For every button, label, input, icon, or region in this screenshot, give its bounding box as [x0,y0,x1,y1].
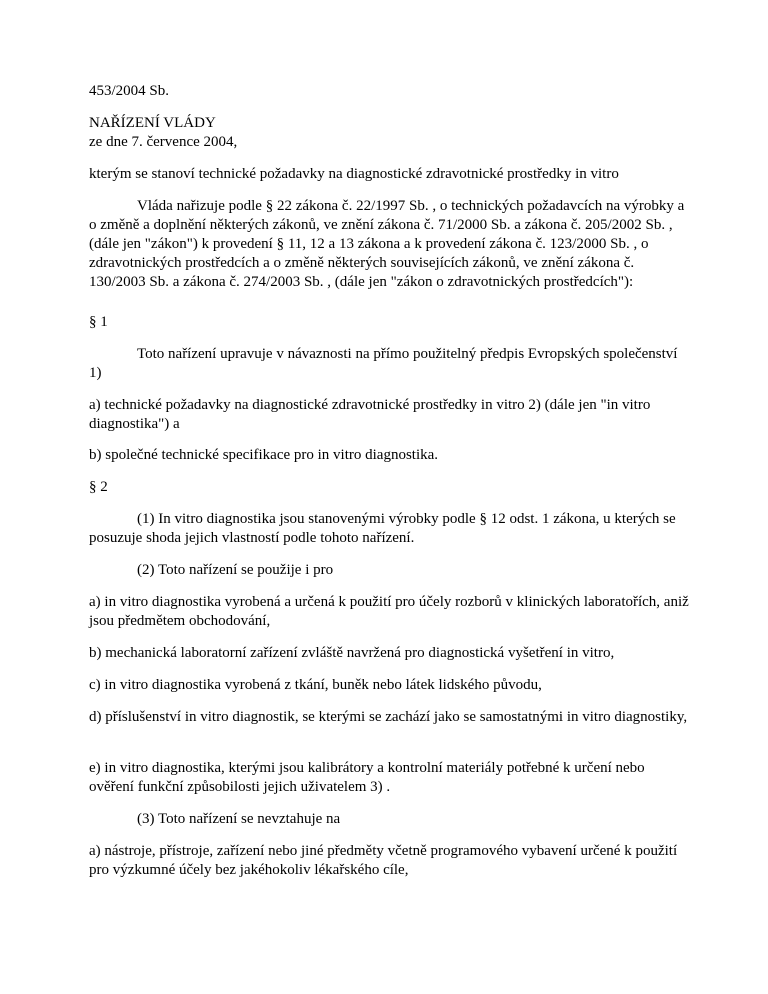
document-heading: NAŘÍZENÍ VLÁDY [89,115,216,131]
section-2-paragraph-3: (3) Toto nařízení se nevztahuje na [137,811,341,827]
preamble-paragraph: Vláda nařizuje podle § 22 zákona č. 22/1997 Sb. , o technických požadavcích na výrobky a o změně a doplnění některých zákonů, ve znění zákona č. 71/2000 Sb. a zákona č. 205/2002 Sb. , (dále jen "zákon") k provedení § 11, 12 a 13 zákona a k provedení zákona č. 123/2000 Sb. , o zdravotnických prostředcích a o změně některých souvisejících zákonů, ve znění zákona č. 130/2003 Sb. a zákona č. 274/2003 Sb. , (dále jen "zákon o zdravotnických prostředcích"): [89,198,685,290]
section-2-item-d: d) příslušenství in vitro diagnostik, se kterými se zachází jako se samostatnými in vitro diagnostiky, [89,709,688,725]
section-2-paragraph-1: (1) In vitro diagnostika jsou stanovenými výrobky podle § 12 odst. 1 zákona, u kterých se posuzuje shoda jejich vlastností podle tohoto nařízení. [89,511,676,546]
section-2-paragraph-2: (2) Toto nařízení se použije i pro [137,562,334,578]
document-number: 453/2004 Sb. [89,83,170,99]
document-date: ze dne 7. července 2004, [89,134,238,150]
section-1-intro: Toto nařízení upravuje v návaznosti na přímo použitelný předpis Evropských společenství 1) [89,346,678,381]
section-2-item-a: a) in vitro diagnostika vyrobená a určená k použití pro účely rozborů v klinických laboratořích, aniž jsou předmětem obchodování, [89,594,689,629]
section-1-item-a: a) technické požadavky na diagnostické zdravotnické prostředky in vitro 2) (dále jen "in vitro diagnostika") a [89,397,651,432]
section-2-paragraph-3-item-a: a) nástroje, přístroje, zařízení nebo jiné předměty včetně programového vybavení určené k použití pro výzkumné účely bez jakéhokoliv lékařského cíle, [89,843,678,878]
document-subject: kterým se stanoví technické požadavky na diagnostické zdravotnické prostředky in vitro [89,166,619,182]
section-1-item-b: b) společné technické specifikace pro in vitro diagnostika. [89,447,439,463]
section-2-item-b: b) mechanická laboratorní zařízení zvláště navržená pro diagnostická vyšetření in vitro, [89,645,615,661]
section-2-item-c: c) in vitro diagnostika vyrobená z tkání, buněk nebo látek lidského původu, [89,677,542,693]
section-1-title: § 1 [89,314,108,330]
section-2-item-e: e) in vitro diagnostika, kterými jsou kalibrátory a kontrolní materiály potřebné k určení nebo ověření funkční způsobilosti jejich uživatelem 3) . [89,760,645,795]
section-2-title: § 2 [89,479,108,495]
